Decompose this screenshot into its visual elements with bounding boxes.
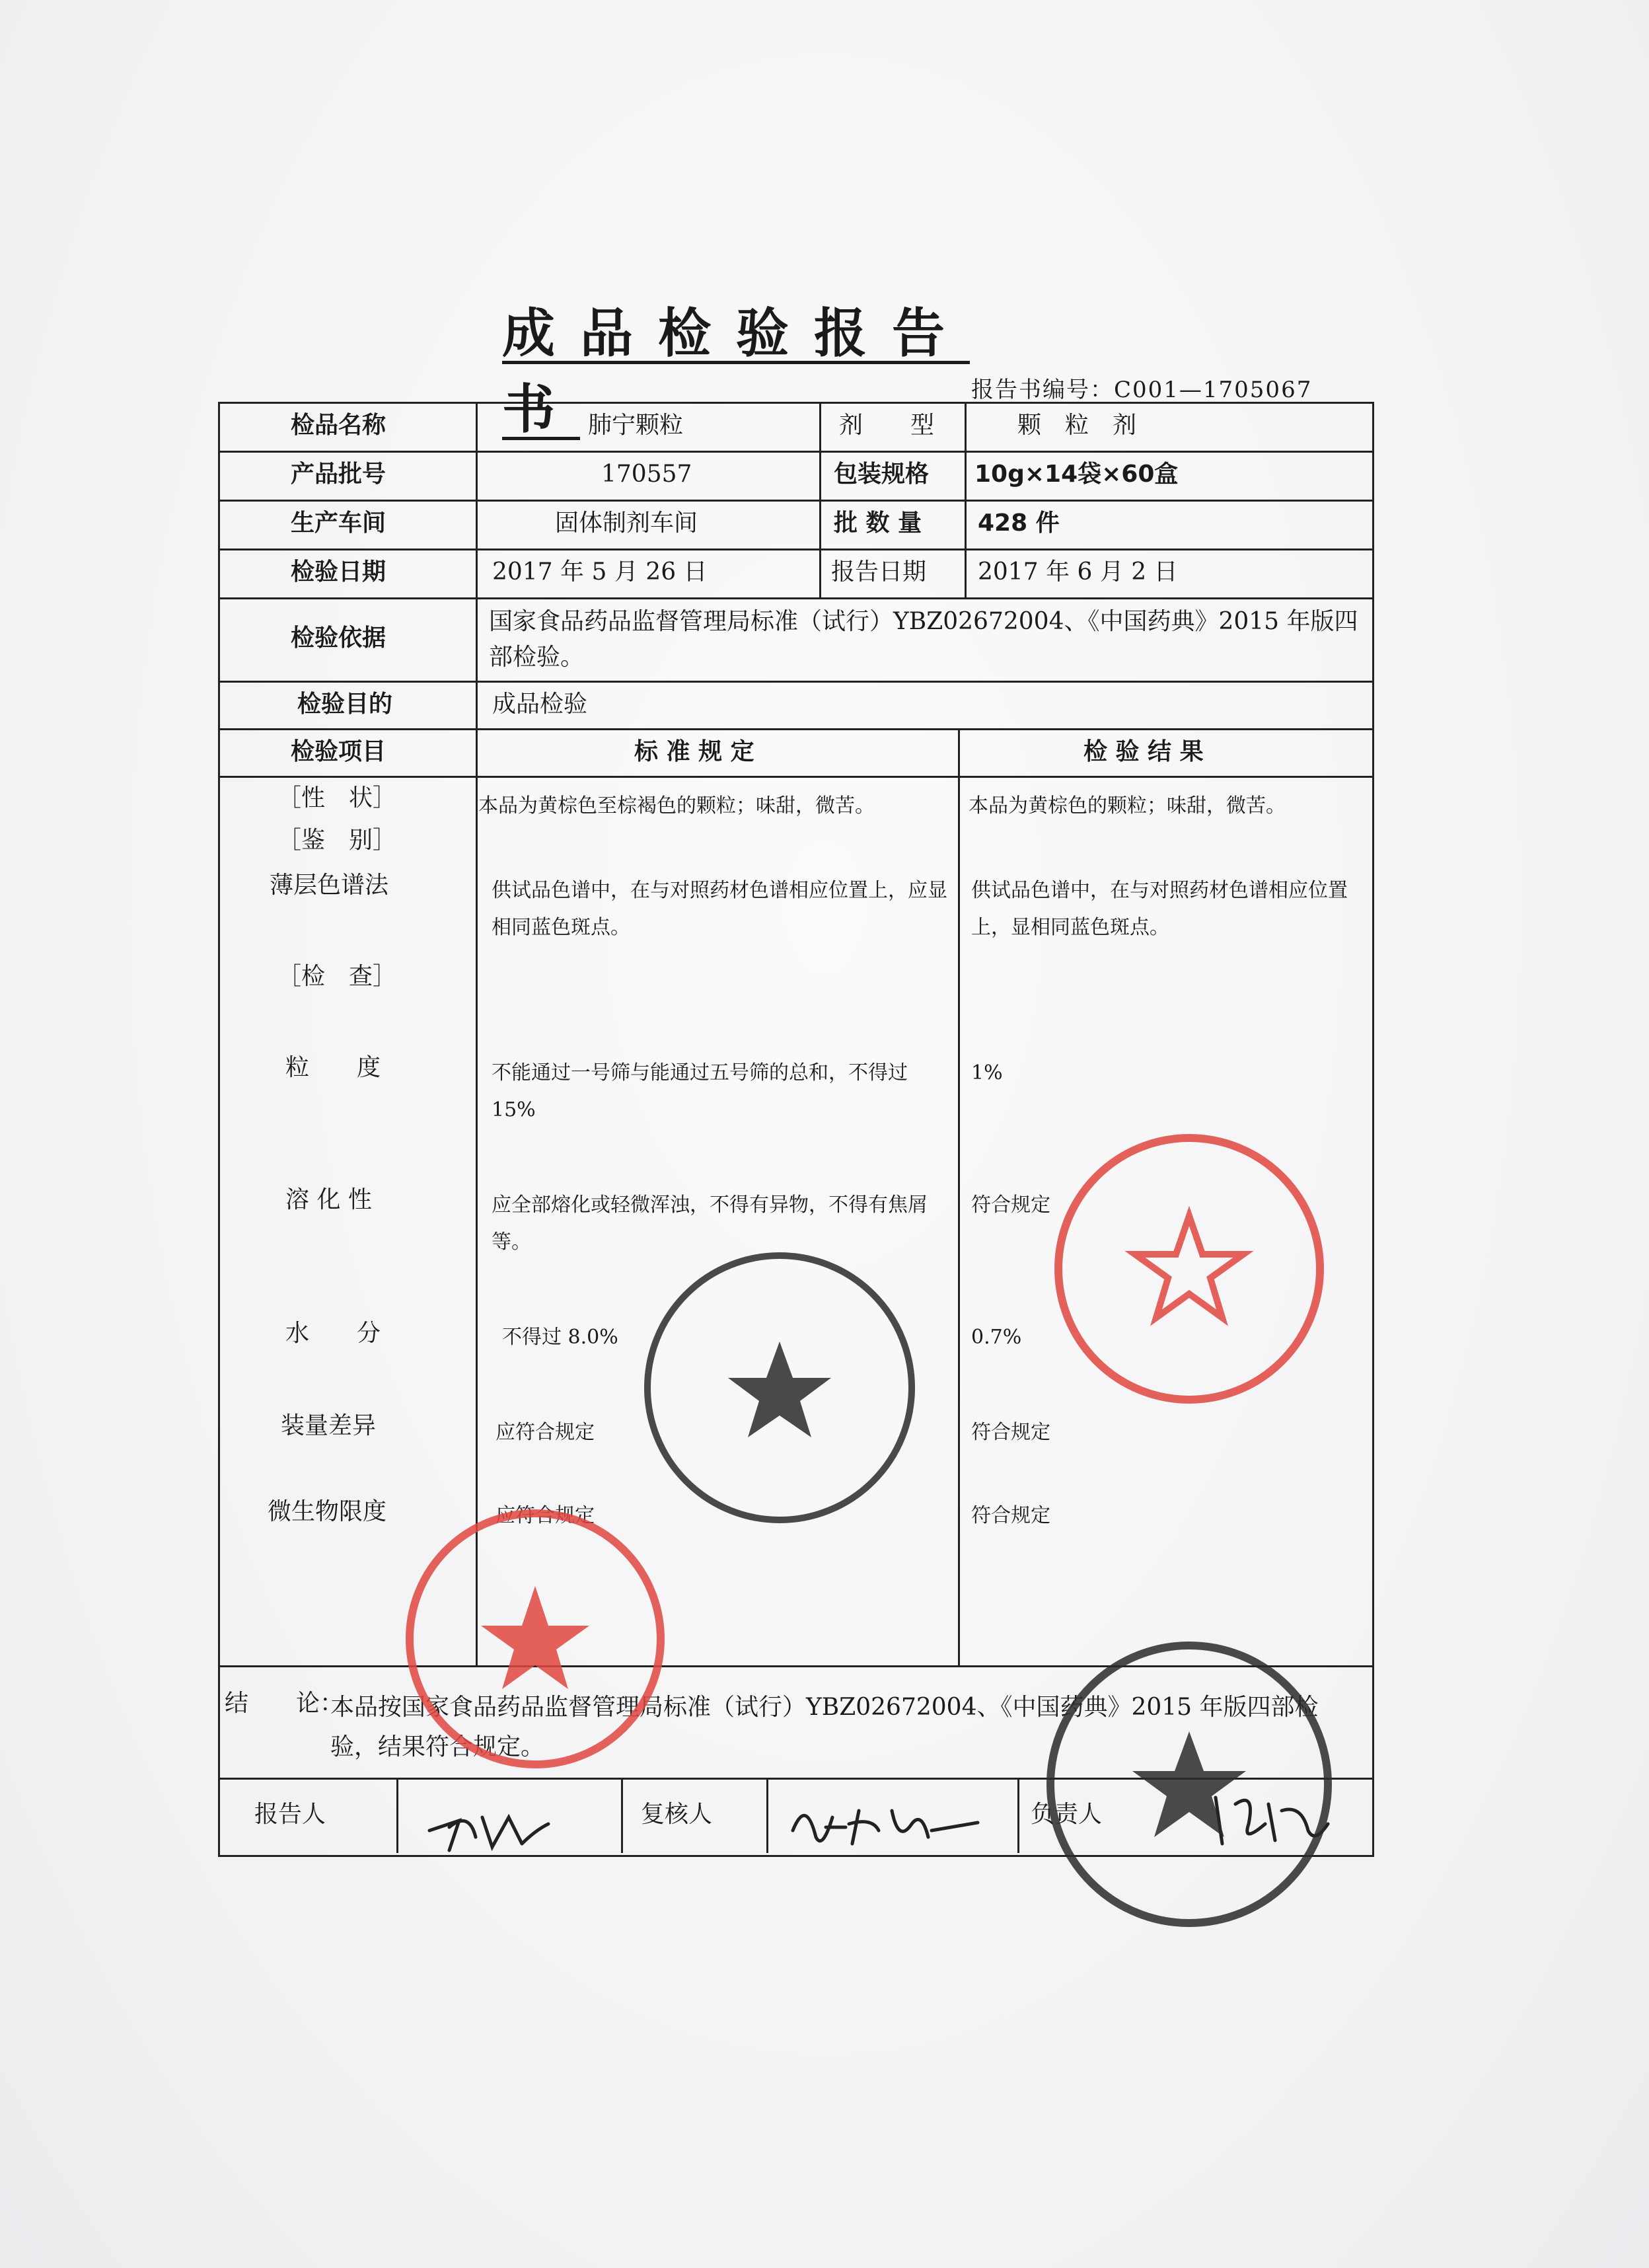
label-reporter: 报告人 [254,1801,326,1828]
label-test-basis: 检验依据 [291,624,386,652]
col-header-standard: 标 准 规 定 [634,738,754,765]
standard-solubility: 应全部熔化或轻微浑浊，不得有异物，不得有焦屑等。 [492,1193,928,1254]
item-appearance: ［性 状］ [277,784,397,812]
seal-liaoning [1037,1632,1341,1936]
conclusion-label: 结 论： [225,1690,344,1717]
label-test-purpose: 检验目的 [297,691,393,718]
result-microbial-limit: 符合规定 [971,1504,1050,1527]
label-report-date: 报告日期 [831,558,927,586]
row-divider [218,500,1372,502]
seal-jiuding [396,1500,674,1778]
col-divider [396,1778,398,1853]
item-microbial-limit: 微生物限度 [268,1498,387,1525]
value-package-spec: 10g×14袋×60盒 [974,461,1179,488]
value-batch-quantity: 428 件 [978,510,1060,537]
standard-appearance: 本品为黄棕色至棕褐色的颗粒；味甜，微苦。 [478,794,875,817]
value-product-name: 肺宁颗粒 [588,412,684,439]
standard-fill-weight: 应符合规定 [495,1421,595,1444]
item-identification: ［鉴 别］ [277,827,397,854]
row-divider [218,728,1372,730]
value-report-date: 2017 年 6 月 2 日 [978,558,1178,586]
col-divider [1017,1778,1019,1853]
value-test-date: 2017 年 5 月 26 日 [492,558,708,586]
label-test-date: 检验日期 [291,558,386,586]
label-responsible: 负责人 [1031,1801,1103,1828]
label-package-spec: 包装规格 [834,461,930,488]
col-header-result: 检 验 结 果 [1083,738,1204,765]
conclusion-text: 本品按国家食品药品监督管理局标准（试行）YBZ02672004、《中国药典》2015 年版四部检验，结果符合规定。 [330,1694,1319,1760]
label-batch-no: 产品批号 [291,461,386,488]
value-test-basis: 国家食品药品监督管理局标准（试行）YBZ02672004、《中国药典》2015 年版四部检验。 [489,608,1358,671]
label-checker: 复核人 [641,1801,713,1828]
label-dosage-form: 剂 型 [839,412,935,439]
result-tlc: 供试品色谱中，在与对照药材色谱相应位置上，显相同蓝色斑点。 [971,879,1348,939]
seal-yixing [1044,1123,1335,1414]
standard-moisture: 不得过 8.0% [502,1326,618,1349]
label-batch-quantity: 批 数 量 [834,510,922,537]
row-divider [218,548,1372,550]
item-inspection: ［检 查］ [277,963,397,990]
value-workshop: 固体制剂车间 [555,510,698,537]
col-divider [766,1778,768,1853]
item-particle-size: 粒 度 [285,1054,381,1081]
seal-xiuzheng [634,1242,925,1533]
standard-particle-size: 不能通过一号筛与能通过五号筛的总和，不得过 15% [492,1061,908,1121]
col-header-item: 检验项目 [291,738,386,765]
value-dosage-form: 颗 粒 剂 [1017,412,1137,439]
page-title: 成品检验报告书 [502,303,970,440]
reporter-signature [423,1797,555,1857]
col-divider [476,402,478,1665]
result-solubility: 符合规定 [971,1193,1050,1217]
col-divider [819,402,821,597]
standard-tlc: 供试品色谱中，在与对照药材色谱相应位置上，应显相同蓝色斑点。 [492,879,947,939]
item-fill-weight: 装量差异 [281,1412,377,1439]
col-divider [958,728,960,1665]
result-particle-size: 1% [971,1061,1003,1084]
row-divider [218,681,1372,683]
result-moisture: 0.7% [971,1326,1022,1349]
label-workshop: 生产车间 [291,510,386,537]
report-number: 报告书编号：C001—1705067 [971,377,1313,403]
checker-signature [786,1791,984,1857]
value-batch-no: 170557 [601,461,692,488]
row-divider [218,776,1372,778]
value-test-purpose: 成品检验 [492,691,588,718]
row-divider [218,451,1372,453]
item-solubility: 溶 化 性 [285,1186,372,1213]
item-moisture: 水 分 [285,1320,381,1347]
result-appearance: 本品为黄棕色的颗粒；味甜，微苦。 [969,794,1286,817]
item-tlc: 薄层色谱法 [270,872,389,899]
col-divider [621,1778,623,1853]
standard-microbial-limit: 应符合规定 [495,1504,595,1527]
row-divider [218,597,1372,599]
result-fill-weight: 符合规定 [971,1421,1050,1444]
label-product-name: 检品名称 [291,412,386,439]
col-divider [965,402,967,597]
